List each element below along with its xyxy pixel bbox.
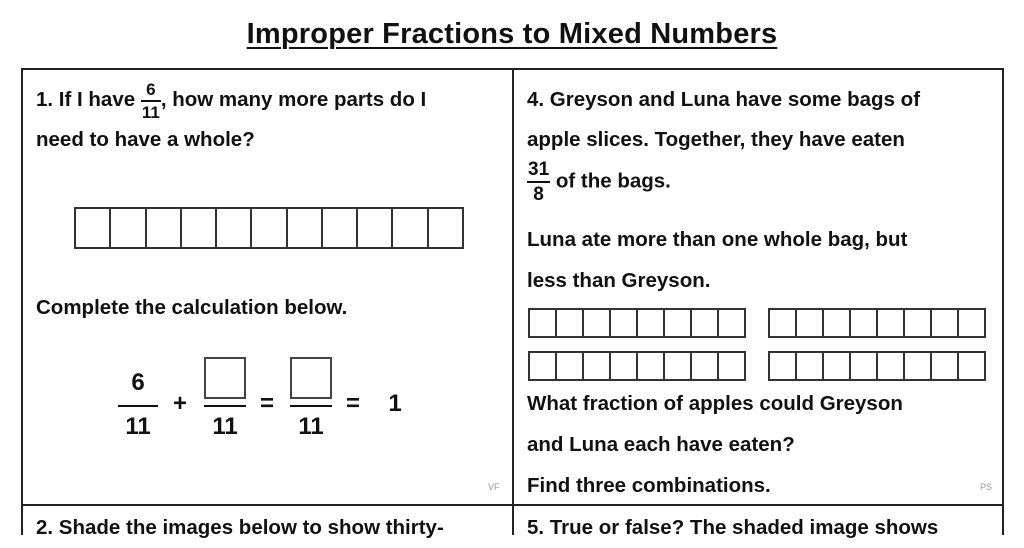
table-border-right bbox=[1002, 68, 1004, 535]
bar-model-cell[interactable] bbox=[851, 353, 878, 379]
bar-model-cell[interactable] bbox=[638, 353, 665, 379]
bar-model-cell[interactable] bbox=[429, 209, 462, 247]
q1-skill-code: VF bbox=[488, 482, 500, 492]
bar-model-cell[interactable] bbox=[323, 209, 358, 247]
bar-model-cell[interactable] bbox=[905, 353, 932, 379]
calc-equals-1: = bbox=[259, 390, 274, 417]
bar-model-cell[interactable] bbox=[393, 209, 428, 247]
bar-model-cell[interactable] bbox=[76, 209, 111, 247]
calc-third-bar bbox=[290, 405, 332, 407]
bar-model-cell[interactable] bbox=[665, 353, 692, 379]
q1-line-1 bbox=[36, 80, 426, 121]
q4-line-3-text: of the bags. bbox=[555, 169, 671, 193]
bar-model-cell[interactable] bbox=[932, 353, 959, 379]
calc-first-bar bbox=[118, 405, 158, 407]
bar-model-cell[interactable] bbox=[252, 209, 287, 247]
q4-skill-code: PS bbox=[980, 482, 993, 492]
bar-model-cell[interactable] bbox=[719, 310, 744, 336]
q1-fraction-denominator: 11 bbox=[141, 102, 160, 122]
bar-model-cell[interactable] bbox=[959, 310, 984, 336]
bar-model-cell[interactable] bbox=[584, 310, 611, 336]
q4-bar-model-1 bbox=[528, 308, 746, 338]
calc-third-denominator: 11 bbox=[298, 413, 324, 440]
q4-line-4: Luna ate more than one whole bag, but bbox=[527, 228, 908, 251]
bar-model-cell[interactable] bbox=[692, 310, 719, 336]
bar-model-cell[interactable] bbox=[530, 310, 557, 336]
q4-bar-model-2 bbox=[768, 308, 986, 338]
q1-line-2: need to have a whole? bbox=[36, 128, 255, 151]
bar-model-cell[interactable] bbox=[217, 209, 252, 247]
calc-first-numerator: 6 bbox=[131, 369, 145, 396]
bar-model-cell[interactable] bbox=[665, 310, 692, 336]
q1-text-before: 1. If I have bbox=[36, 88, 136, 111]
q4-line-3 bbox=[527, 160, 671, 204]
bar-model-cell[interactable] bbox=[182, 209, 217, 247]
bar-model-cell[interactable] bbox=[692, 353, 719, 379]
q4-bar-model-3 bbox=[528, 351, 746, 381]
bar-model-cell[interactable] bbox=[719, 353, 744, 379]
bar-model-cell[interactable] bbox=[797, 353, 824, 379]
q4-question-line-1: What fraction of apples could Greyson bbox=[527, 392, 903, 415]
calc-blank-numerator-2[interactable] bbox=[290, 357, 332, 399]
bar-model-cell[interactable] bbox=[770, 310, 797, 336]
bar-model-cell[interactable] bbox=[905, 310, 932, 336]
table-border-left bbox=[21, 68, 23, 535]
calc-plus-sign: + bbox=[172, 390, 187, 417]
q4-fraction-denominator: 8 bbox=[533, 184, 544, 205]
calc-second-denominator: 11 bbox=[212, 413, 238, 440]
bar-model-cell[interactable] bbox=[557, 310, 584, 336]
bar-model-cell[interactable] bbox=[584, 353, 611, 379]
bar-model-cell[interactable] bbox=[770, 353, 797, 379]
bar-model-cell[interactable] bbox=[878, 310, 905, 336]
table-row-divider bbox=[21, 504, 1004, 506]
calc-first-denominator: 11 bbox=[125, 413, 151, 440]
bar-model-cell[interactable] bbox=[797, 310, 824, 336]
bar-model-cell[interactable] bbox=[824, 310, 851, 336]
bar-model-cell[interactable] bbox=[147, 209, 182, 247]
calc-equals-2: = bbox=[345, 390, 360, 417]
q4-question-line-2: and Luna each have eaten? bbox=[527, 433, 795, 456]
q4-fraction-numerator: 31 bbox=[528, 159, 550, 180]
bar-model-cell[interactable] bbox=[358, 209, 393, 247]
q4-line-1: 4. Greyson and Luna have some bags of bbox=[527, 88, 921, 111]
q1-text-after: , how many more parts do I bbox=[160, 88, 427, 111]
table-column-divider bbox=[512, 68, 514, 535]
q1-bar-model bbox=[74, 207, 464, 249]
bar-model-cell[interactable] bbox=[111, 209, 146, 247]
q4-line-2: apple slices. Together, they have eaten bbox=[527, 128, 905, 151]
bar-model-cell[interactable] bbox=[824, 353, 851, 379]
q4-line-5: less than Greyson. bbox=[527, 269, 711, 292]
question-2-partial: 2. Shade the images below to show thirty- bbox=[36, 516, 444, 539]
bar-model-cell[interactable] bbox=[932, 310, 959, 336]
q1-fraction-numerator: 6 bbox=[146, 79, 156, 99]
bar-model-cell[interactable] bbox=[638, 310, 665, 336]
calc-second-bar bbox=[204, 405, 246, 407]
bar-model-cell[interactable] bbox=[878, 353, 905, 379]
q4-question-line-3: Find three combinations. bbox=[527, 474, 771, 497]
q1-instruction: Complete the calculation below. bbox=[36, 296, 348, 319]
bar-model-cell[interactable] bbox=[851, 310, 878, 336]
q4-fraction bbox=[527, 160, 550, 204]
bar-model-cell[interactable] bbox=[611, 310, 638, 336]
page-title: Improper Fractions to Mixed Numbers bbox=[246, 18, 778, 50]
bar-model-cell[interactable] bbox=[959, 353, 984, 379]
q1-fraction bbox=[141, 81, 161, 121]
bar-model-cell[interactable] bbox=[530, 353, 557, 379]
calc-result: 1 bbox=[388, 390, 402, 417]
bar-model-cell[interactable] bbox=[557, 353, 584, 379]
question-5-partial: 5. True or false? The shaded image shows bbox=[527, 516, 939, 539]
bar-model-cell[interactable] bbox=[611, 353, 638, 379]
bar-model-cell[interactable] bbox=[288, 209, 323, 247]
calc-blank-numerator-1[interactable] bbox=[204, 357, 246, 399]
q4-bar-model-4 bbox=[768, 351, 986, 381]
